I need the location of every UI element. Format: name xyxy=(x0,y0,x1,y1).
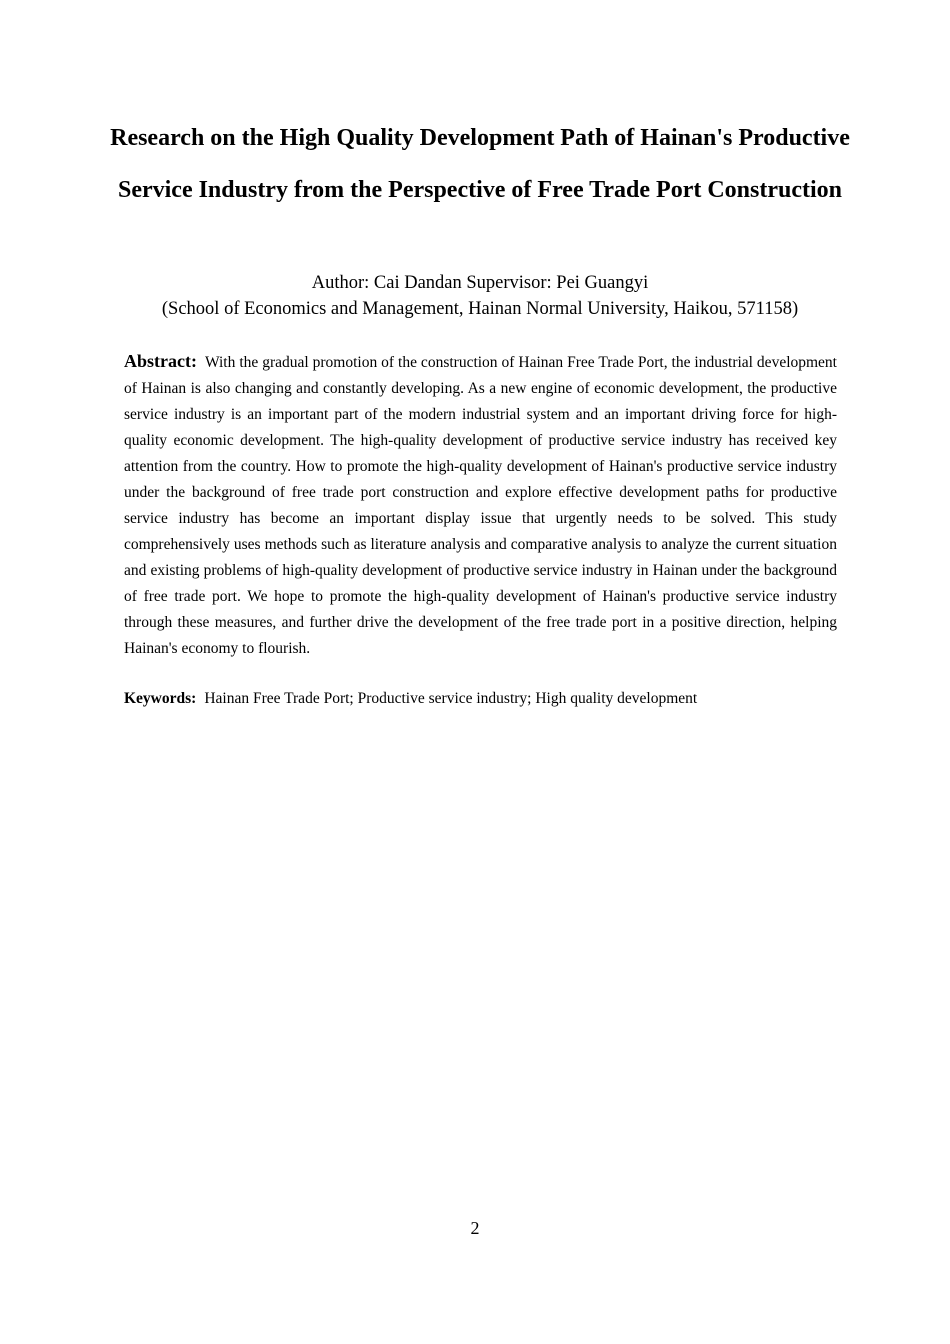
page-number: 2 xyxy=(470,1218,480,1238)
keywords-label: Keywords: xyxy=(124,690,197,707)
keywords-text: Hainan Free Trade Port; Productive service industry; High quality development xyxy=(204,690,698,707)
keywords-line xyxy=(124,686,837,712)
abstract-label: Abstract: xyxy=(124,351,197,371)
author-line: Author: Cai Dandan Supervisor: Pei Guangyi xyxy=(311,273,649,293)
abstract-paragraph xyxy=(124,348,837,662)
paper-title: Research on the High Quality Development Path of Hainan's Productive Service Industry from the Perspective of Free Trade Port Construction xyxy=(110,125,850,203)
abstract-text: With the gradual promotion of the construction of Hainan Free Trade Port, the industrial development of Hainan is also changing and constantly developing. As a new engine of economic development, the productive service industry is an important part of the modern industrial system and an important driving force for high-quality economic development. The high-quality development of productive service industry has received key attention from the country. How to promote the high-quality development of Hainan's productive service industry under the background of free trade port construction and explore effective development paths for productive service industry has become an important display issue that urgently needs to be solved. This study comprehensively uses methods such as literature analysis and comparative analysis to analyze the current situation and existing problems of high-quality development of productive service industry in Hainan under the background of free trade port. We hope to promote the high-quality development of Hainan's productive service industry through these measures, and further drive the development of the free trade port in a positive direction, helping Hainan's economy to flourish. xyxy=(124,354,837,657)
affiliation-line: (School of Economics and Management, Hainan Normal University, Haikou, 571158) xyxy=(161,299,799,319)
